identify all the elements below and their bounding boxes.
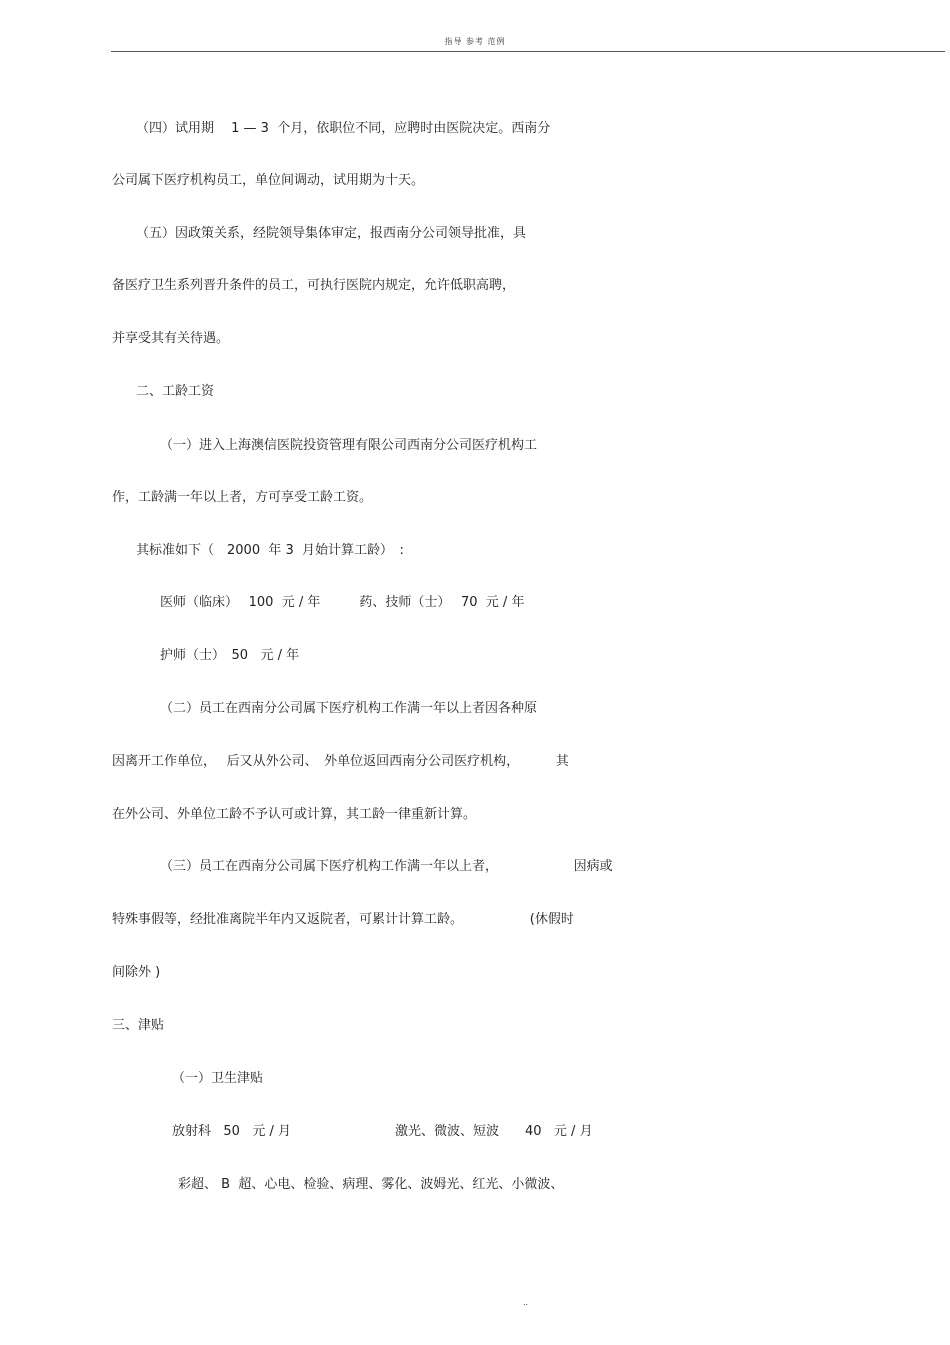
text-line-14: 在外公司、外单位工龄不予认可或计算，其工龄一律重新计算。 [112, 807, 477, 822]
text-line-4: 备医疗卫生系列晋升条件的员工，可执行医院内规定，允许低职高聘， [112, 278, 516, 293]
text-line-12: （二）员工在西南分公司属下医疗机构工作满一年以上者因各种原 [160, 701, 538, 716]
page-header-label: 指导 参考 范例 [444, 37, 506, 46]
text-line-9: 其标准如下（ 2000 年 3 月始计算工龄） : [136, 543, 404, 558]
section-heading-2: 二、工龄工资 [136, 384, 215, 399]
text-line-17: 间除外 ) [112, 965, 161, 980]
text-line-15: （三）员工在西南分公司属下医疗机构工作满一年以上者， 因病或 [160, 859, 613, 874]
text-line-3: （五）因政策关系，经院领导集体审定，报西南分公司领导批准，具 [136, 226, 527, 241]
text-line-2: 公司属下医疗机构员工，单位间调动，试用期为十天。 [112, 173, 425, 188]
subsection-heading: （一）卫生津贴 [172, 1071, 264, 1086]
section-heading-3: 三、津贴 [112, 1018, 165, 1033]
text-line-1: （四）试用期 1 — 3 个月，依职位不同，应聘时由医院决定。西南分 [136, 121, 551, 136]
text-line-16: 特殊事假等，经批准离院半年内又返院者，可累计计算工龄。 (休假时 [112, 912, 574, 927]
text-line-13: 因离开工作单位， 后又从外公司、 外单位返回西南分公司医疗机构， 其 [112, 754, 569, 769]
text-line-11: 护师（士） 50 元 / 年 [160, 648, 300, 663]
text-line-5: 并享受其有关待遇。 [112, 331, 230, 346]
header-rule [111, 51, 945, 52]
text-line-8: 作，工龄满一年以上者，方可享受工龄工资。 [112, 490, 373, 505]
text-line-10: 医师（临床） 100 元 / 年 药、技师（士） 70 元 / 年 [160, 595, 525, 610]
footer-mark: .. [523, 1298, 529, 1307]
text-line-7: （一）进入上海澳信医院投资管理有限公司西南分公司医疗机构工 [160, 438, 538, 453]
text-line-21: 彩超、 B 超、心电、检验、病理、雾化、波姆光、红光、小微波、 [178, 1177, 564, 1192]
text-line-20: 放射科 50 元 / 月 激光、微波、短波 40 元 / 月 [172, 1124, 593, 1139]
